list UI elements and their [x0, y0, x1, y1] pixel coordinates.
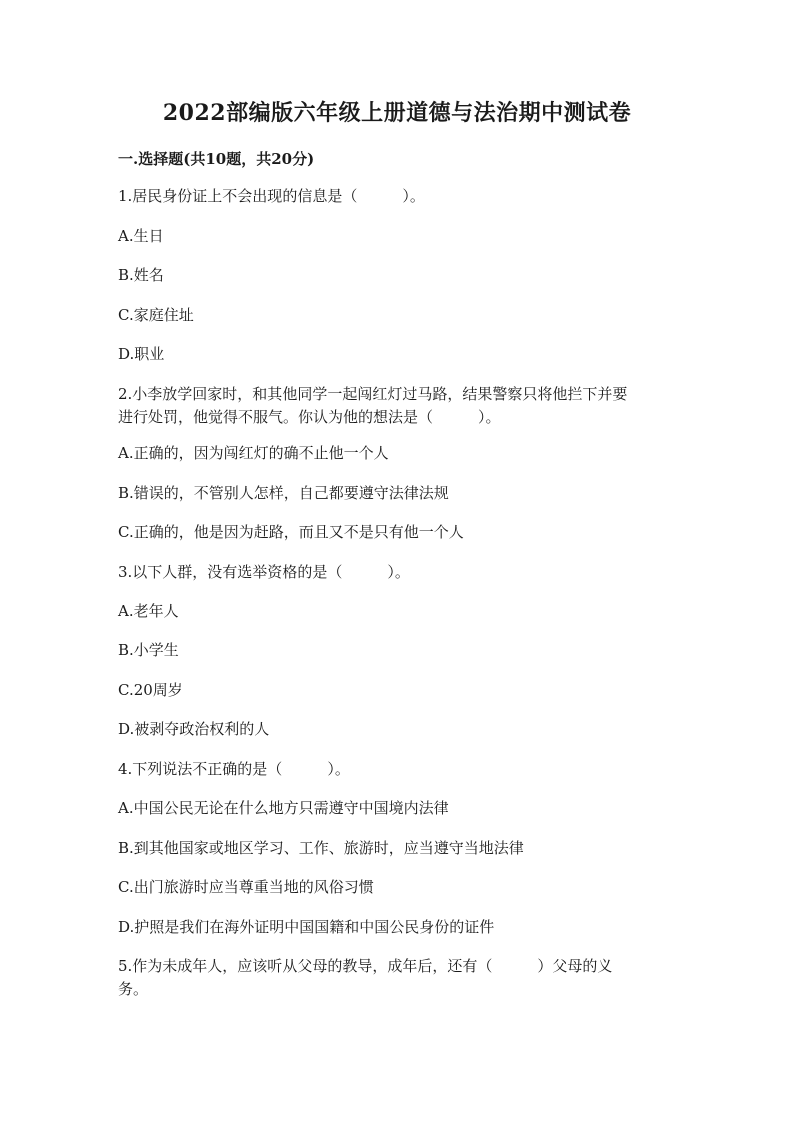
question-2-stem-line1: 2.小李放学回家时，和其他同学一起闯红灯过马路，结果警察只将他拦下并要: [118, 385, 628, 403]
question-4-stem: 4.下列说法不正确的是（ ）。: [118, 760, 350, 778]
question-2-option-b: B.错误的，不管别人怎样，自己都要遵守法律法规: [118, 484, 449, 502]
question-2-stem-line2: 进行处罚，他觉得不服气。你认为他的想法是（ ）。: [118, 408, 501, 426]
section-heading: 一.选择题(共10题，共20分): [118, 150, 315, 168]
question-1-stem: 1.居民身份证上不会出现的信息是（ ）。: [118, 187, 425, 205]
question-2-option-c: C.正确的，他是因为赶路，而且又不是只有他一个人: [118, 523, 464, 541]
question-1-option-a: A.生日: [118, 227, 164, 245]
question-3-option-b: B.小学生: [118, 641, 179, 659]
question-3-stem: 3.以下人群，没有选举资格的是（ ）。: [118, 563, 410, 581]
page-title: 2022部编版六年级上册道德与法治期中测试卷: [162, 100, 632, 126]
question-4-option-a: A.中国公民无论在什么地方只需遵守中国境内法律: [118, 799, 449, 817]
question-4-option-b: B.到其他国家或地区学习、工作、旅游时，应当遵守当地法律: [118, 839, 524, 857]
question-5-stem-line1: 5.作为未成年人，应该听从父母的教导，成年后，还有（ ）父母的义: [118, 957, 613, 975]
question-1-option-b: B.姓名: [118, 266, 164, 284]
question-1-option-c: C.家庭住址: [118, 306, 194, 324]
question-3-option-a: A.老年人: [118, 602, 179, 620]
question-3-option-d: D.被剥夺政治权利的人: [118, 720, 270, 738]
question-2-option-a: A.正确的，因为闯红灯的确不止他一个人: [118, 444, 389, 462]
question-3-option-c: C.20周岁: [118, 681, 183, 699]
question-1-option-d: D.职业: [118, 345, 165, 363]
question-5-stem-line2: 务。: [118, 980, 149, 998]
question-4-option-d: D.护照是我们在海外证明中国国籍和中国公民身份的证件: [118, 918, 495, 936]
question-4-option-c: C.出门旅游时应当尊重当地的风俗习惯: [118, 878, 374, 896]
